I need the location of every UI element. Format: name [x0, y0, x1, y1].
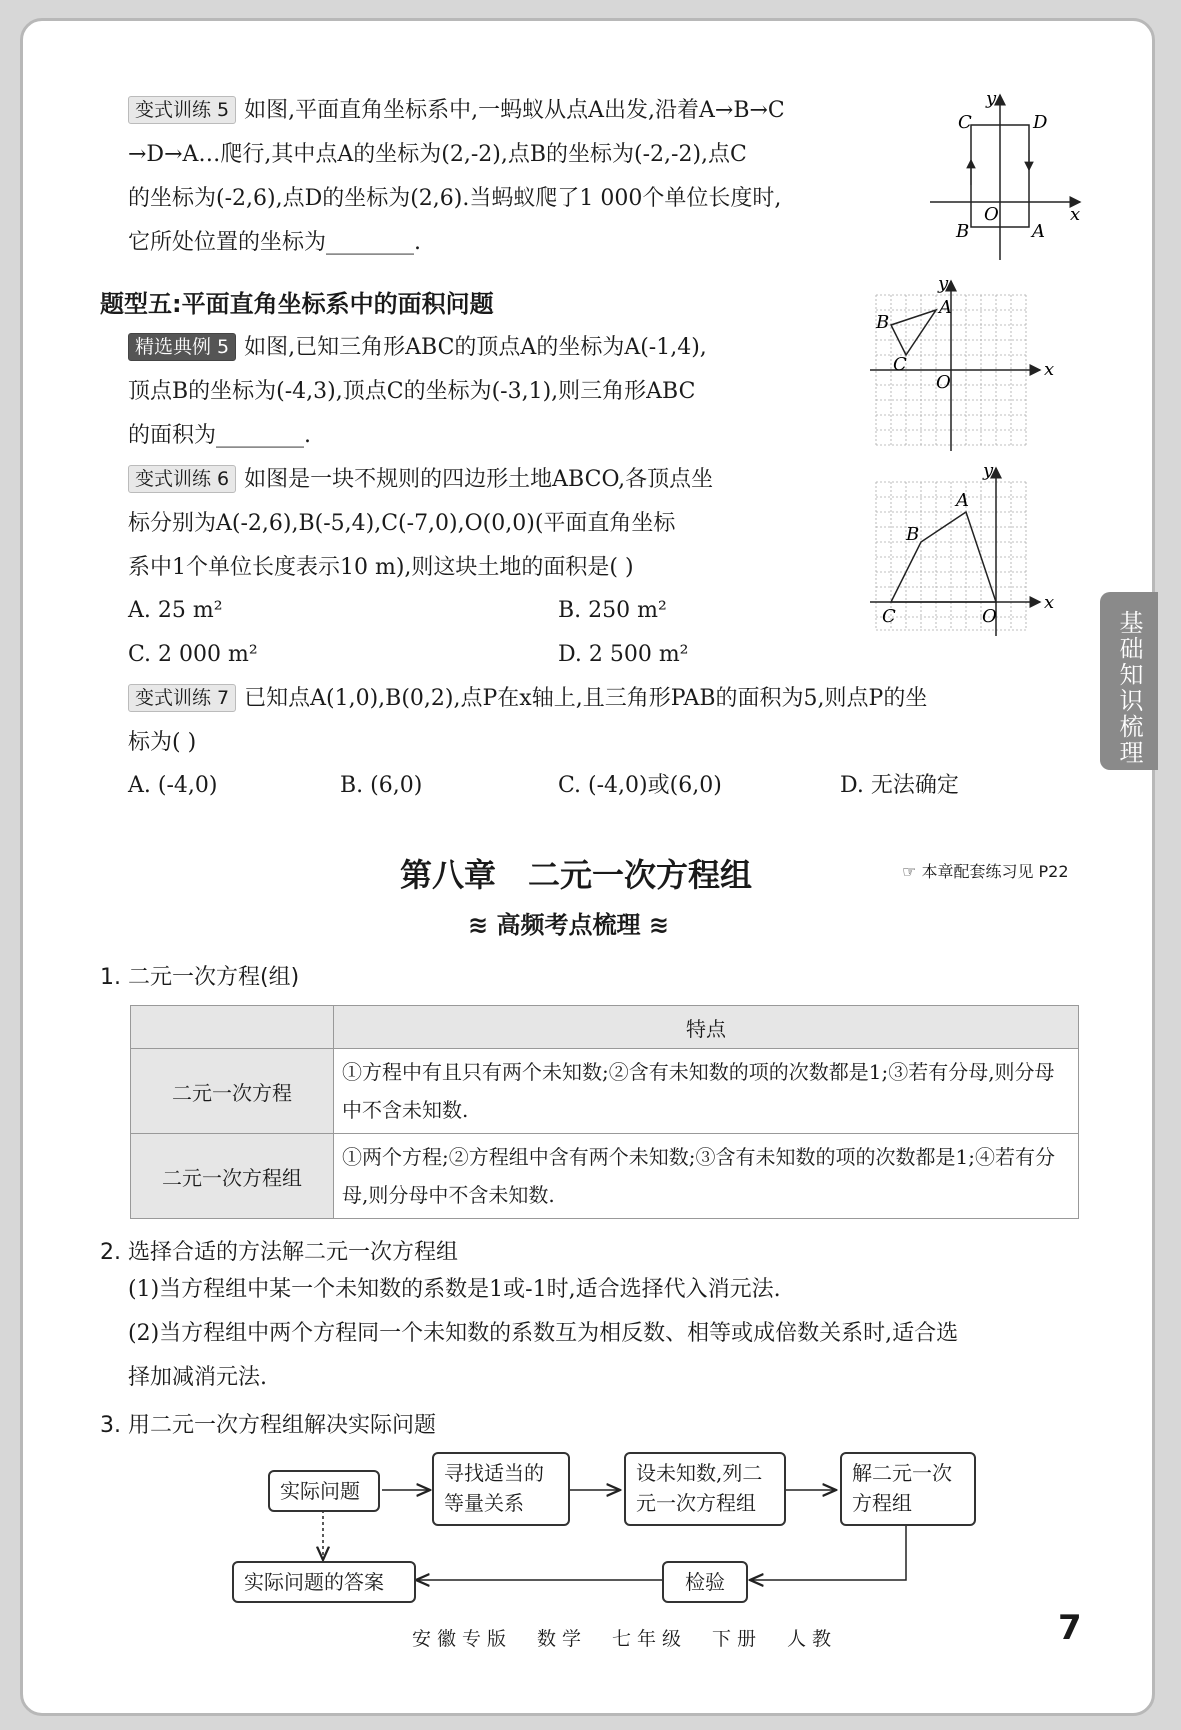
- flow-box-check: 检验: [662, 1561, 748, 1603]
- fig3-label-x: x: [1044, 592, 1055, 613]
- ex7-option-b: B. (6,0): [340, 773, 423, 798]
- flow-box-solve: 解二元一次方程组: [840, 1452, 976, 1526]
- quadrilateral-grid-figure: [860, 462, 1065, 640]
- fig3-label-y: y: [983, 462, 994, 481]
- features-table: [130, 1005, 1079, 1219]
- table-header: 特点: [334, 1006, 1079, 1049]
- example5-line2: 顶点B的坐标为(-4,3),顶点C的坐标为(-3,1),则三角形ABC: [128, 379, 696, 404]
- ex6-option-c: C. 2 000 m²: [128, 642, 258, 667]
- fig1-label-D: D: [1033, 112, 1048, 133]
- table-row: [131, 1134, 1079, 1219]
- example5-tag: 精选典例 5: [128, 333, 236, 361]
- flow-box-problem: 实际问题: [268, 1470, 380, 1512]
- ex7-option-a: A. (-4,0): [128, 773, 218, 798]
- fig1-label-y: y: [986, 90, 997, 109]
- ex5-line3: 的坐标为(-2,6),点D的坐标为(2,6).当蚂蚁爬了1 000个单位长度时,: [128, 186, 782, 211]
- table-header-row: [131, 1006, 1079, 1049]
- table-row: [131, 1049, 1079, 1134]
- ex6-option-d: D. 2 500 m²: [558, 642, 689, 667]
- row-label: 二元一次方程: [131, 1049, 334, 1134]
- ex5-line1: 变式训练 5 如图,平面直角坐标系中,一蚂蚁从点A出发,沿着A→B→C: [128, 96, 785, 126]
- fig2-label-x: x: [1044, 359, 1055, 380]
- sec2-p2a: (2)当方程组中两个方程同一个未知数的系数互为相反数、相等或成倍数关系时,适合选: [128, 1321, 959, 1346]
- fig2-label-O: O: [936, 372, 951, 393]
- ex7-line1: 变式训练 7 已知点A(1,0),B(0,2),点P在x轴上,且三角形PAB的面积为5,则点P的坐: [128, 684, 927, 714]
- ex6-option-a: A. 25 m²: [128, 598, 223, 623]
- ex5-line4: 它所处位置的坐标为________.: [128, 230, 421, 255]
- fig1-label-B: B: [956, 221, 970, 242]
- fig2-label-B: B: [876, 312, 890, 333]
- ex6-line2: 标分别为A(-2,6),B(-5,4),C(-7,0),O(0,0)(平面直角坐标: [128, 511, 676, 536]
- fig3-label-O: O: [982, 606, 997, 627]
- ex6-line3: 系中1个单位长度表示10 m),则这块土地的面积是( ): [128, 555, 634, 580]
- ex6-line1: 变式训练 6 如图是一块不规则的四边形土地ABCO,各顶点坐: [128, 465, 713, 495]
- fig2-label-y: y: [938, 275, 949, 294]
- fig2-label-A: A: [939, 297, 952, 318]
- fig2-label-C: C: [893, 354, 907, 375]
- footer-text: 安徽专版 数学 七年级 下册 人教: [412, 1628, 838, 1650]
- ex7-line2: 标为( ): [128, 730, 197, 755]
- row-text: ①方程中有且只有两个未知数;②含有未知数的项的次数都是1;③若有分母,则分母中不含未知数.: [334, 1049, 1079, 1134]
- fig3-label-B: B: [906, 524, 920, 545]
- fig3-label-C: C: [882, 606, 896, 627]
- example5-line3: 的面积为________.: [128, 423, 311, 448]
- fig3-label-A: A: [956, 490, 969, 511]
- side-tab: 基础知识梳理: [1100, 592, 1158, 770]
- sec3-title: 3. 用二元一次方程组解决实际问题: [100, 1413, 436, 1438]
- page-number: 7: [1058, 1608, 1082, 1648]
- flow-box-set-up: 设未知数,列二元一次方程组: [624, 1452, 786, 1526]
- fig1-label-x: x: [1070, 204, 1081, 225]
- ex7-tag: 变式训练 7: [128, 684, 236, 712]
- ex7-option-d: D. 无法确定: [840, 773, 959, 798]
- chapter-subtitle: 高频考点梳理: [496, 911, 641, 939]
- row-label: 二元一次方程组: [131, 1134, 334, 1219]
- triangle-grid-figure: [860, 275, 1065, 455]
- type5-title: 题型五:平面直角坐标系中的面积问题: [100, 290, 494, 318]
- row-text: ①两个方程;②方程组中含有两个未知数;③含有未知数的项的次数都是1;④若有分母,则分母中不含未知数.: [334, 1134, 1079, 1219]
- pointing-hand-icon: ☞: [902, 862, 917, 881]
- ant-path-figure: [920, 90, 1090, 265]
- ex5-tag: 变式训练 5: [128, 96, 236, 124]
- wave-right-icon: ≋: [648, 911, 669, 939]
- sec2-p1: (1)当方程组中某一个未知数的系数是1或-1时,适合选择代入消元法.: [128, 1277, 781, 1302]
- table-corner: [131, 1006, 334, 1049]
- sec2-title: 2. 选择合适的方法解二元一次方程组: [100, 1240, 458, 1265]
- fig1-label-A: A: [1032, 221, 1045, 242]
- flow-box-relation: 寻找适当的等量关系: [432, 1452, 570, 1526]
- chapter-title: 第八章 二元一次方程组: [400, 856, 753, 894]
- subtitle-row: [468, 905, 669, 940]
- example5-line1: 精选典例 5 如图,已知三角形ABC的顶点A的坐标为A(-1,4),: [128, 333, 707, 363]
- ex6-option-b: B. 250 m²: [558, 598, 667, 623]
- sec1-title: 1. 二元一次方程(组): [100, 965, 300, 990]
- sec2-p2b: 择加减消元法.: [128, 1365, 267, 1390]
- fig1-label-O: O: [984, 204, 999, 225]
- chapter-ref: ☞ 本章配套练习见 P22: [902, 862, 1069, 881]
- ex5-line2: →D→A…爬行,其中点A的坐标为(2,-2),点B的坐标为(-2,-2),点C: [128, 142, 747, 167]
- ex7-option-c: C. (-4,0)或(6,0): [558, 773, 722, 798]
- fig1-label-C: C: [958, 112, 972, 133]
- flow-box-answer: 实际问题的答案: [232, 1561, 416, 1603]
- ex6-tag: 变式训练 6: [128, 465, 236, 493]
- wave-left-icon: ≋: [468, 911, 489, 939]
